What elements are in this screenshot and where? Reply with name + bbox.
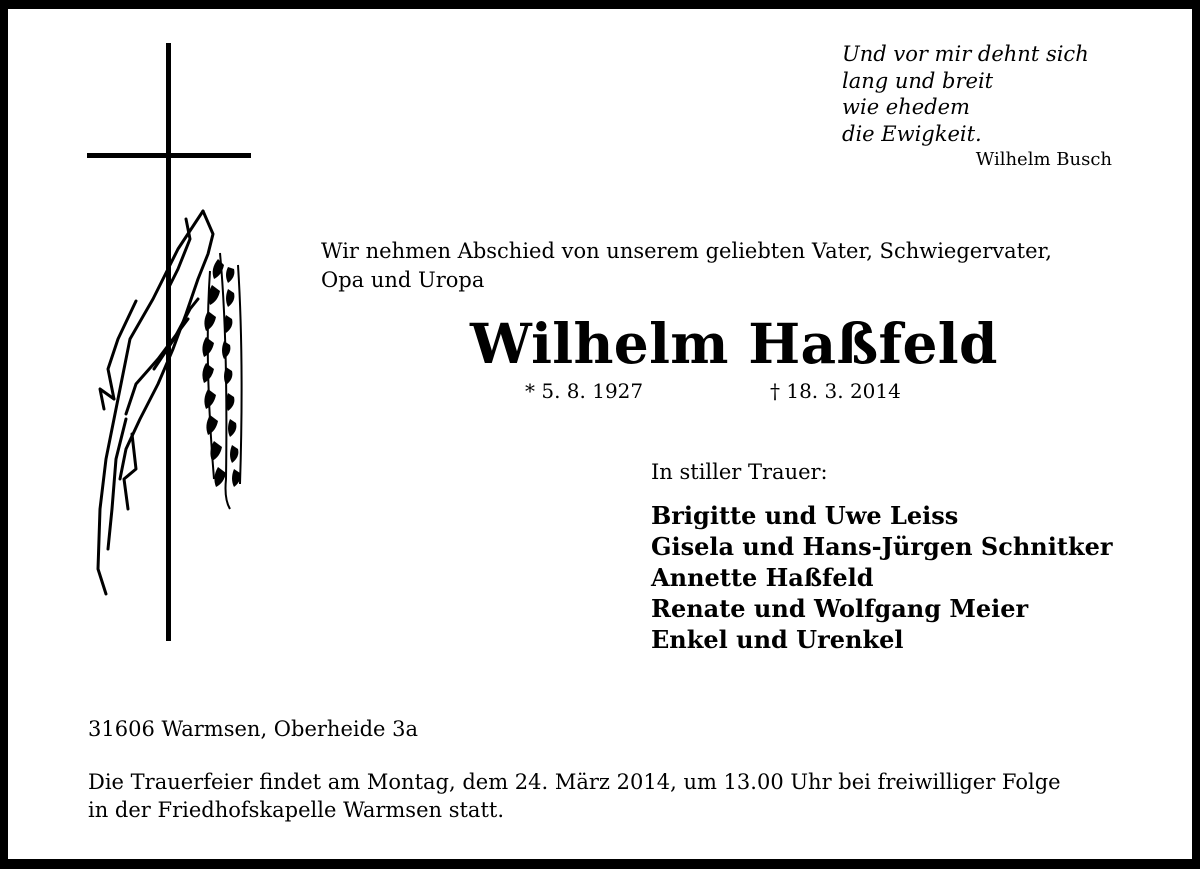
poem-line: wie ehedem — [842, 95, 970, 119]
intro-line: Wir nehmen Abschied von unserem geliebten Vater, Schwiegervater, — [321, 239, 1052, 263]
mourner-name: Annette Haßfeld — [651, 563, 874, 592]
mourners-list — [651, 500, 1113, 655]
birth-date: * 5. 8. 1927 — [525, 379, 644, 403]
ceremony-info — [88, 768, 1061, 824]
poem-line: lang und breit — [842, 68, 994, 93]
mourning-label: In stiller Trauer: — [651, 460, 828, 484]
mourner-name: Brigitte und Uwe Leiss — [651, 501, 959, 530]
poem-line: die Ewigkeit. — [842, 121, 982, 146]
ceremony-line: in der Friedhofskapelle Warmsen statt. — [88, 798, 504, 822]
address: 31606 Warmsen, Oberheide 3a — [88, 717, 419, 741]
intro-text — [321, 237, 1052, 295]
cross-with-wheat-icon — [78, 39, 268, 654]
deceased-name: Wilhelm Haßfeld — [470, 311, 998, 376]
mourner-name: Renate und Wolfgang Meier — [651, 594, 1029, 623]
ceremony-line: Die Trauerfeier findet am Montag, dem 24. März 2014, um 13.00 Uhr bei freiwilliger Folge — [88, 770, 1061, 794]
poem-author: Wilhelm Busch — [975, 149, 1112, 170]
death-date: † 18. 3. 2014 — [770, 379, 901, 403]
mourner-name: Gisela und Hans-Jürgen Schnitker — [651, 532, 1113, 561]
poem — [842, 41, 1112, 170]
mourner-name: Enkel und Urenkel — [651, 625, 904, 654]
intro-line: Opa und Uropa — [321, 268, 485, 292]
poem-line: Und vor mir dehnt sich — [842, 42, 1089, 66]
